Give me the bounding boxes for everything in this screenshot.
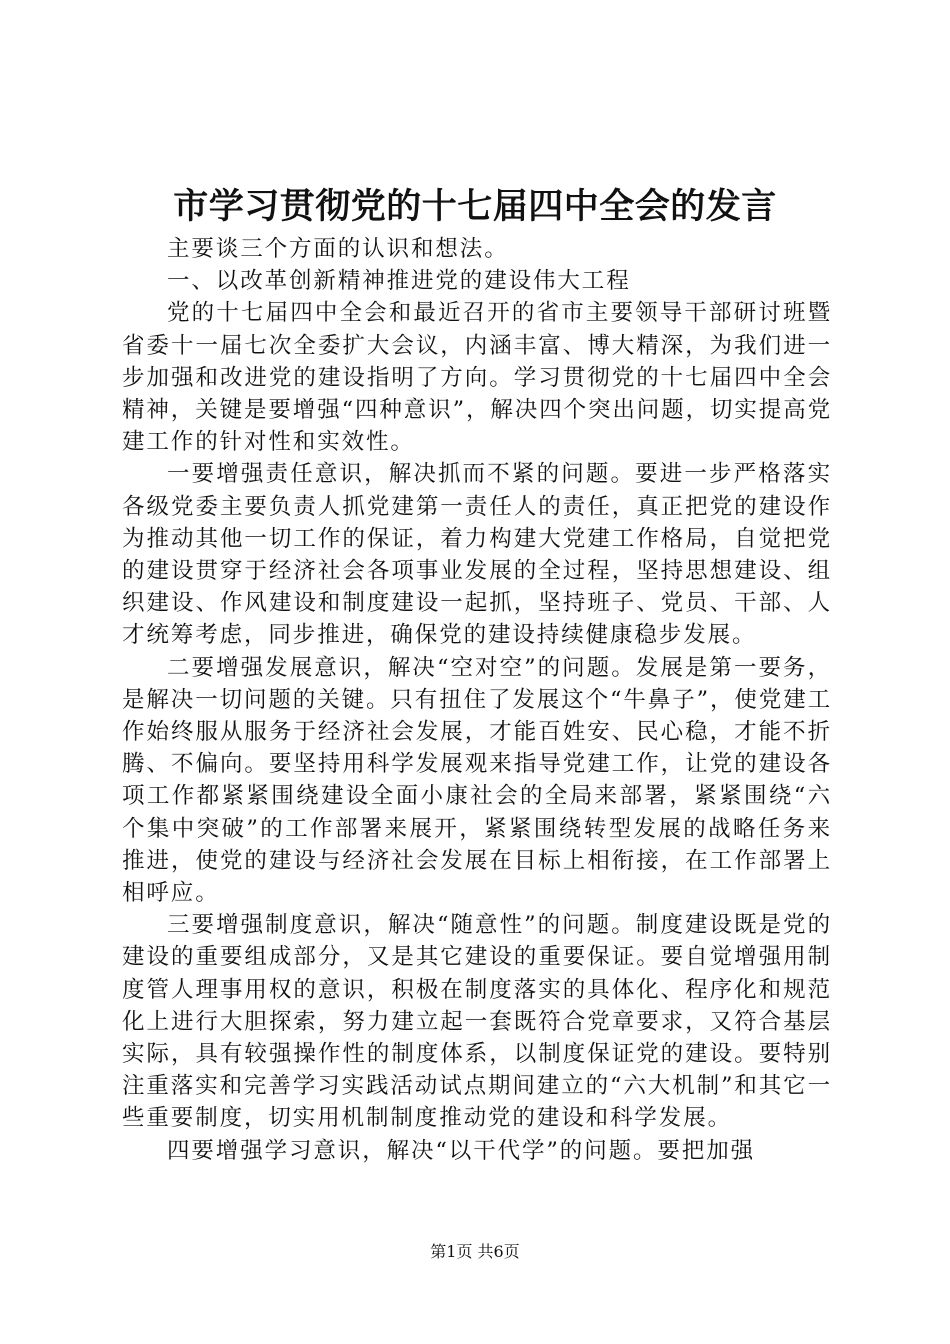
document-title: 市学习贯彻党的十七届四中全会的发言 [173,186,777,227]
paragraph-institution: 三要增强制度意识，解决“随意性”的问题。制度建设既是党的建设的重要组成部分，又是其它建设的重要保证。要自觉增强用制度管人理事用权的意识，积极在制度落实的具体化、程序化和规范化上进行大胆探索，努力建立起一套既符合党章要求，又符合基层实际，具有较强操作性的制度体系，以制度保证党的建设。要特别注重落实和完善学习实践活动试点期间建立的“六大机制”和其它一些重要制度，切实用机制制度推动党的建设和科学发展。 [122,912,833,1132]
paragraph-learning: 四要增强学习意识，解决“以干代学”的问题。要把加强 [167,1137,756,1164]
document-body [122,233,832,1167]
paragraph-responsibility: 一要增强责任意识，解决抓而不紧的问题。要进一步严格落实各级党委主要负责人抓党建第一责任人的责任，真正把党的建设作为推动其他一切工作的保证，着力构建大党建工作格局，自觉把党的建设贯穿于经济社会各项事业发展的全过程，坚持思想建设、组织建设、作风建设和制度建设一起抓，坚持班子、党员、干部、人才统筹考虑，同步推进，确保党的建设持续健康稳步发展。 [122,461,832,649]
section-heading-1: 一、以改革创新精神推进党的建设伟大工程 [167,268,631,295]
paragraph-overview: 党的十七届四中全会和最近召开的省市主要领导干部研讨班暨省委十一届七次全委扩大会议，内涵丰富、博大精深，为我们进一步加强和改进党的建设指明了方向。学习贯彻党的十七届四中全会精神，关键是要增强“四种意识”，解决四个突出问题，切实提高党建工作的针对性和实效性。 [122,300,833,456]
paragraph-development: 二要增强发展意识，解决“空对空”的问题。发展是第一要务，是解决一切问题的关键。只有扭住了发展这个“牛鼻子”，使党建工作始终服从服务于经济社会发展，才能百姓安、民心稳，才能不折腾、不偏向。要坚持用科学发展观来指导党建工作，让党的建设各项工作都紧紧围绕建设全面小康社会的全局来部署，紧紧围绕“六个集中突破”的工作部署来展开，紧紧围绕转型发展的战略任务来推进，使党的建设与经济社会发展在目标上相衔接，在工作部署上相呼应。 [122,654,833,907]
paragraph-intro: 主要谈三个方面的认识和想法。 [167,236,509,262]
page-number-footer: 第1页 共6页 [430,1242,520,1261]
